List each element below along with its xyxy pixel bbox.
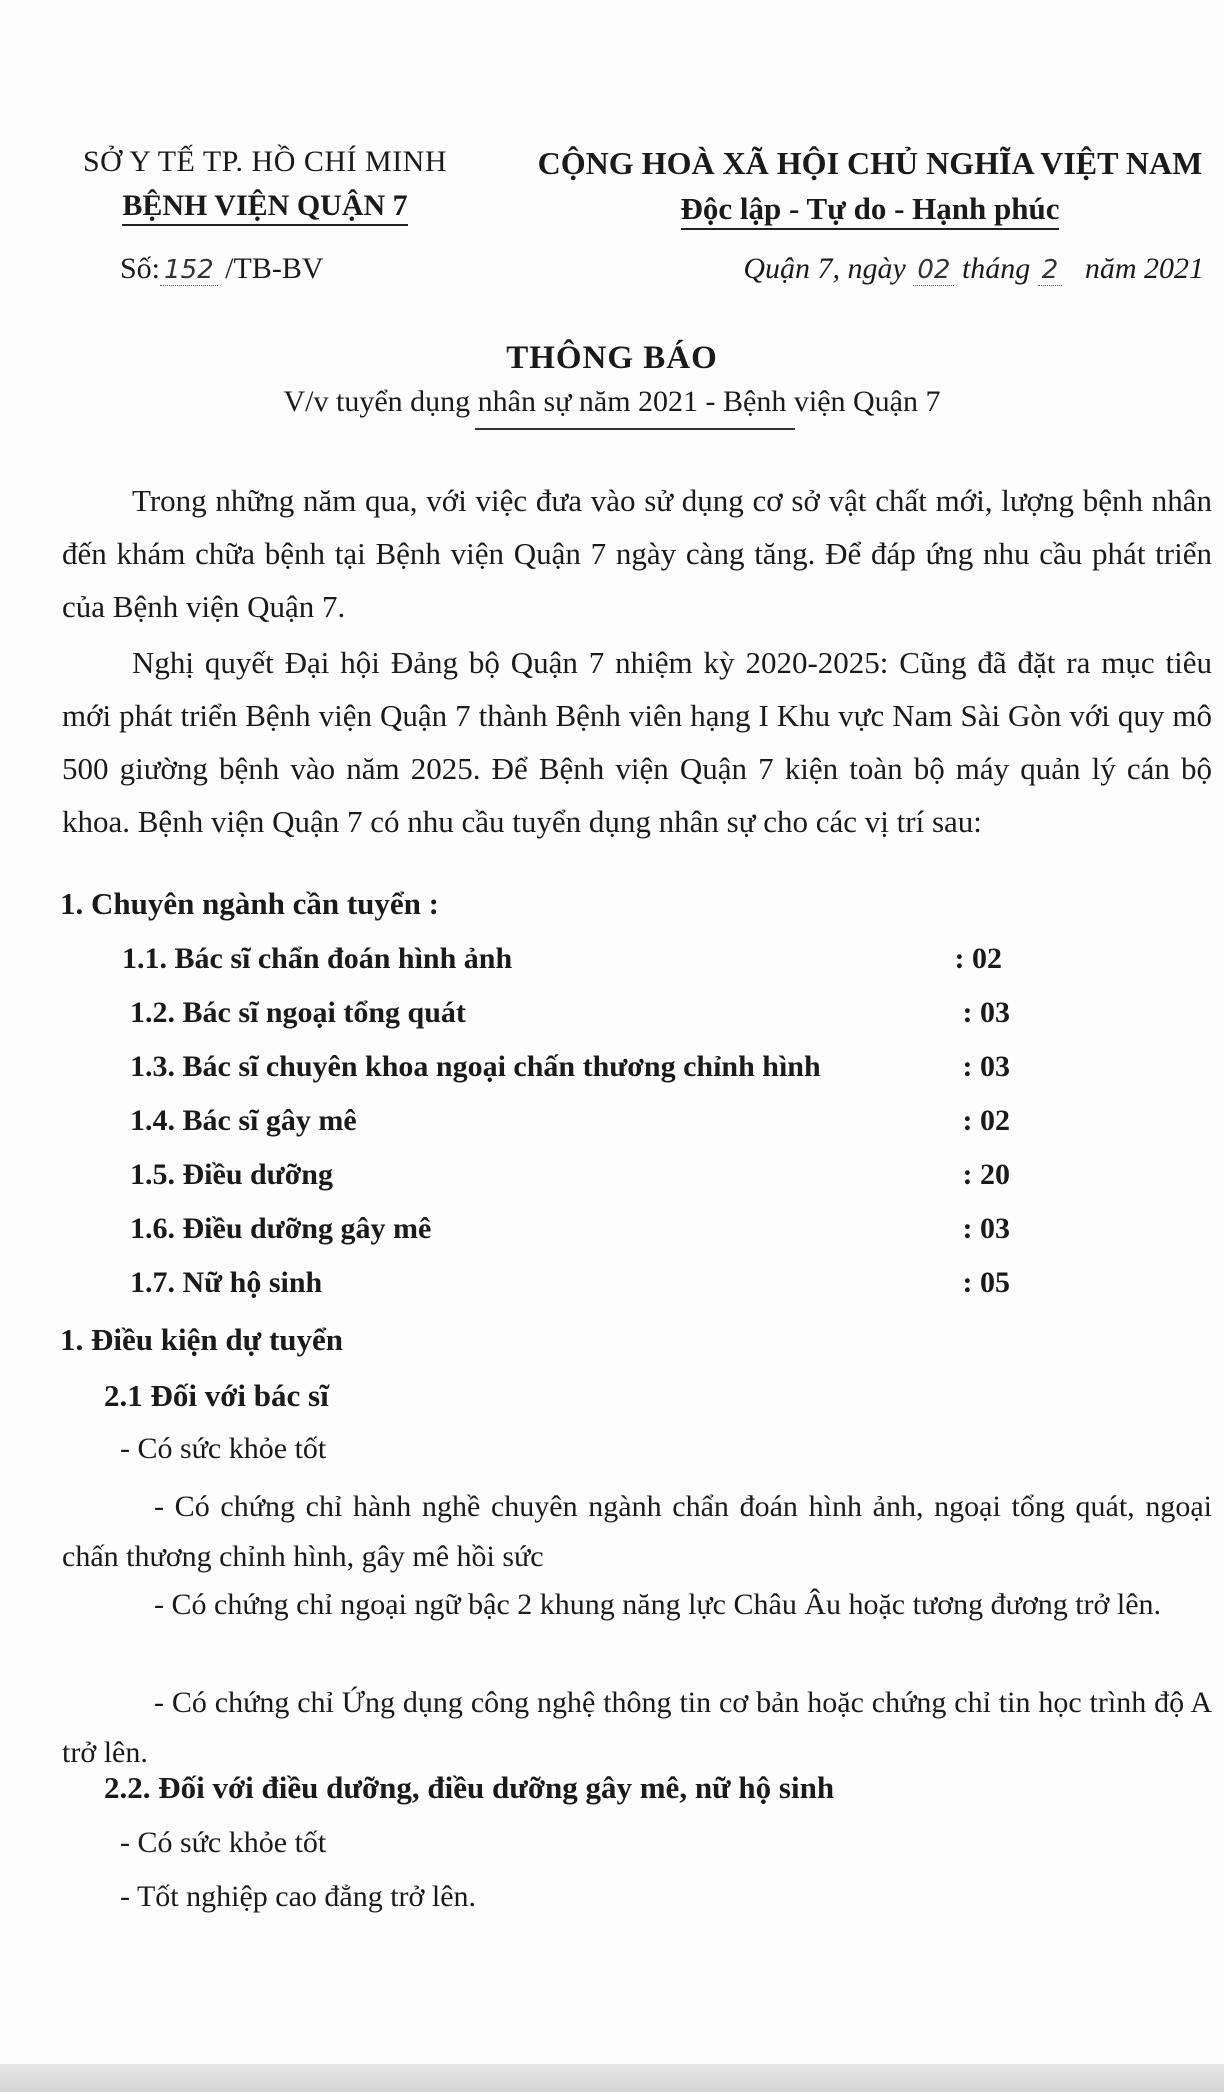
date-year: năm 2021: [1084, 252, 1204, 285]
position-label: 1.4. Bác sĩ gây mê: [130, 1104, 357, 1137]
scan-edge: [0, 2064, 1224, 2092]
position-label: 1.6. Điều dưỡng gây mê: [130, 1212, 432, 1245]
hospital-name-text: BỆNH VIỆN QUẬN 7: [122, 189, 407, 226]
position-label: 1.5. Điều dưỡng: [130, 1158, 333, 1191]
document-title: THÔNG BÁO: [506, 340, 718, 376]
position-count: : 02: [954, 942, 1002, 975]
nurse-conditions-heading: 2.2. Đối với điều dưỡng, điều dưỡng gây mê, nữ hộ sinh: [104, 1770, 835, 1805]
condition-item: [62, 1482, 1212, 1582]
department-name: SỞ Y TẾ TP. HỒ CHÍ MINH: [82, 145, 448, 178]
position-count: : 02: [962, 1104, 1010, 1137]
position-item: [130, 1104, 1010, 1138]
document-subtitle: V/v tuyển dụng nhân sự năm 2021 - Bệnh viện Quận 7: [283, 385, 941, 418]
position-label: 1.3. Bác sĩ chuyên khoa ngoại chấn thương chỉnh hình: [130, 1050, 821, 1083]
motto: [530, 186, 1210, 232]
condition-item-text: - Có chứng chỉ ngoại ngữ bậc 2 khung năng lực Châu Âu hoặc tương đương trở lên.: [154, 1588, 1162, 1621]
resolution-paragraph: [62, 636, 1212, 848]
position-item: [130, 1050, 1010, 1084]
reference-suffix: /TB-BV: [225, 252, 324, 285]
date-month-word: tháng: [961, 252, 1031, 285]
date-day: 02: [913, 255, 954, 286]
hospital-name: [70, 184, 460, 228]
intro-paragraph: [62, 474, 1212, 633]
condition-item: - Có sức khỏe tốt: [120, 1432, 327, 1465]
position-label: 1.7. Nữ hộ sinh: [130, 1266, 323, 1299]
position-label: 1.2. Bác sĩ ngoại tổng quát: [130, 996, 466, 1029]
condition-item: - Tốt nghiệp cao đẳng trở lên.: [120, 1880, 477, 1913]
issue-date: [743, 252, 1204, 286]
reference-handwritten-number: 152: [160, 255, 218, 286]
position-count: : 03: [962, 1050, 1010, 1083]
position-item: [122, 942, 1002, 976]
position-item: [130, 1266, 1010, 1300]
reference-prefix: Số:: [120, 252, 161, 285]
position-item: [130, 996, 1010, 1030]
position-count: : 20: [962, 1158, 1010, 1191]
subtitle-underline: [475, 428, 795, 430]
section-1-heading: 1. Chuyên ngành cần tuyển :: [60, 886, 439, 921]
section-2-heading: 1. Điều kiện dự tuyển: [60, 1322, 344, 1357]
position-count: : 05: [962, 1266, 1010, 1299]
national-motto-block: [530, 140, 1210, 232]
condition-item-text: - Có chứng chỉ hành nghề chuyên ngành chẩn đoán hình ảnh, ngoại tổng quát, ngoại chấn thương chỉnh hình, gây mê hồi sức: [62, 1490, 1212, 1573]
condition-item: [62, 1678, 1212, 1778]
reference-number: [120, 252, 324, 286]
date-place: Quận 7, ngày: [743, 252, 906, 285]
position-count: : 03: [962, 1212, 1010, 1245]
motto-text: Độc lập - Tự do - Hạnh phúc: [681, 191, 1060, 230]
condition-item-text: - Có chứng chỉ Ứng dụng công nghệ thông tin cơ bản hoặc chứng chỉ tin học trình độ A trở lên.: [62, 1686, 1212, 1769]
position-label: 1.1. Bác sĩ chẩn đoán hình ảnh: [122, 942, 513, 975]
position-item: [130, 1158, 1010, 1192]
date-month: 2: [1038, 255, 1063, 286]
intro-paragraph-text: Trong những năm qua, với việc đưa vào sử dụng cơ sở vật chất mới, lượng bệnh nhân đến khám chữa bệnh tại Bệnh viện Quận 7 ngày càng tăng. Để đáp ứng nhu cầu phát triển của Bệnh viện Quận 7.: [62, 483, 1212, 624]
position-item: [130, 1212, 1010, 1246]
doctor-conditions-heading: 2.1 Đối với bác sĩ: [104, 1378, 329, 1413]
condition-item: - Có sức khỏe tốt: [120, 1826, 327, 1859]
resolution-paragraph-text: Nghị quyết Đại hội Đảng bộ Quận 7 nhiệm kỳ 2020-2025: Cũng đã đặt ra mục tiêu mới phát triển Bệnh viện Quận 7 thành Bệnh viên hạng I Khu vực Nam Sài Gòn với quy mô 500 giường bệnh vào năm 2025. Để Bệnh viện Quận 7 kiện toàn bộ máy quản lý cán bộ khoa. Bệnh viện Quận 7 có nhu cầu tuyển dụng nhân sự cho các vị trí sau:: [62, 645, 1212, 839]
country-name: CỘNG HOÀ XÃ HỘI CHỦ NGHĨA VIỆT NAM: [537, 145, 1203, 181]
condition-item: [62, 1580, 1212, 1630]
position-count: : 03: [962, 996, 1010, 1029]
issuer-block: [70, 140, 460, 228]
